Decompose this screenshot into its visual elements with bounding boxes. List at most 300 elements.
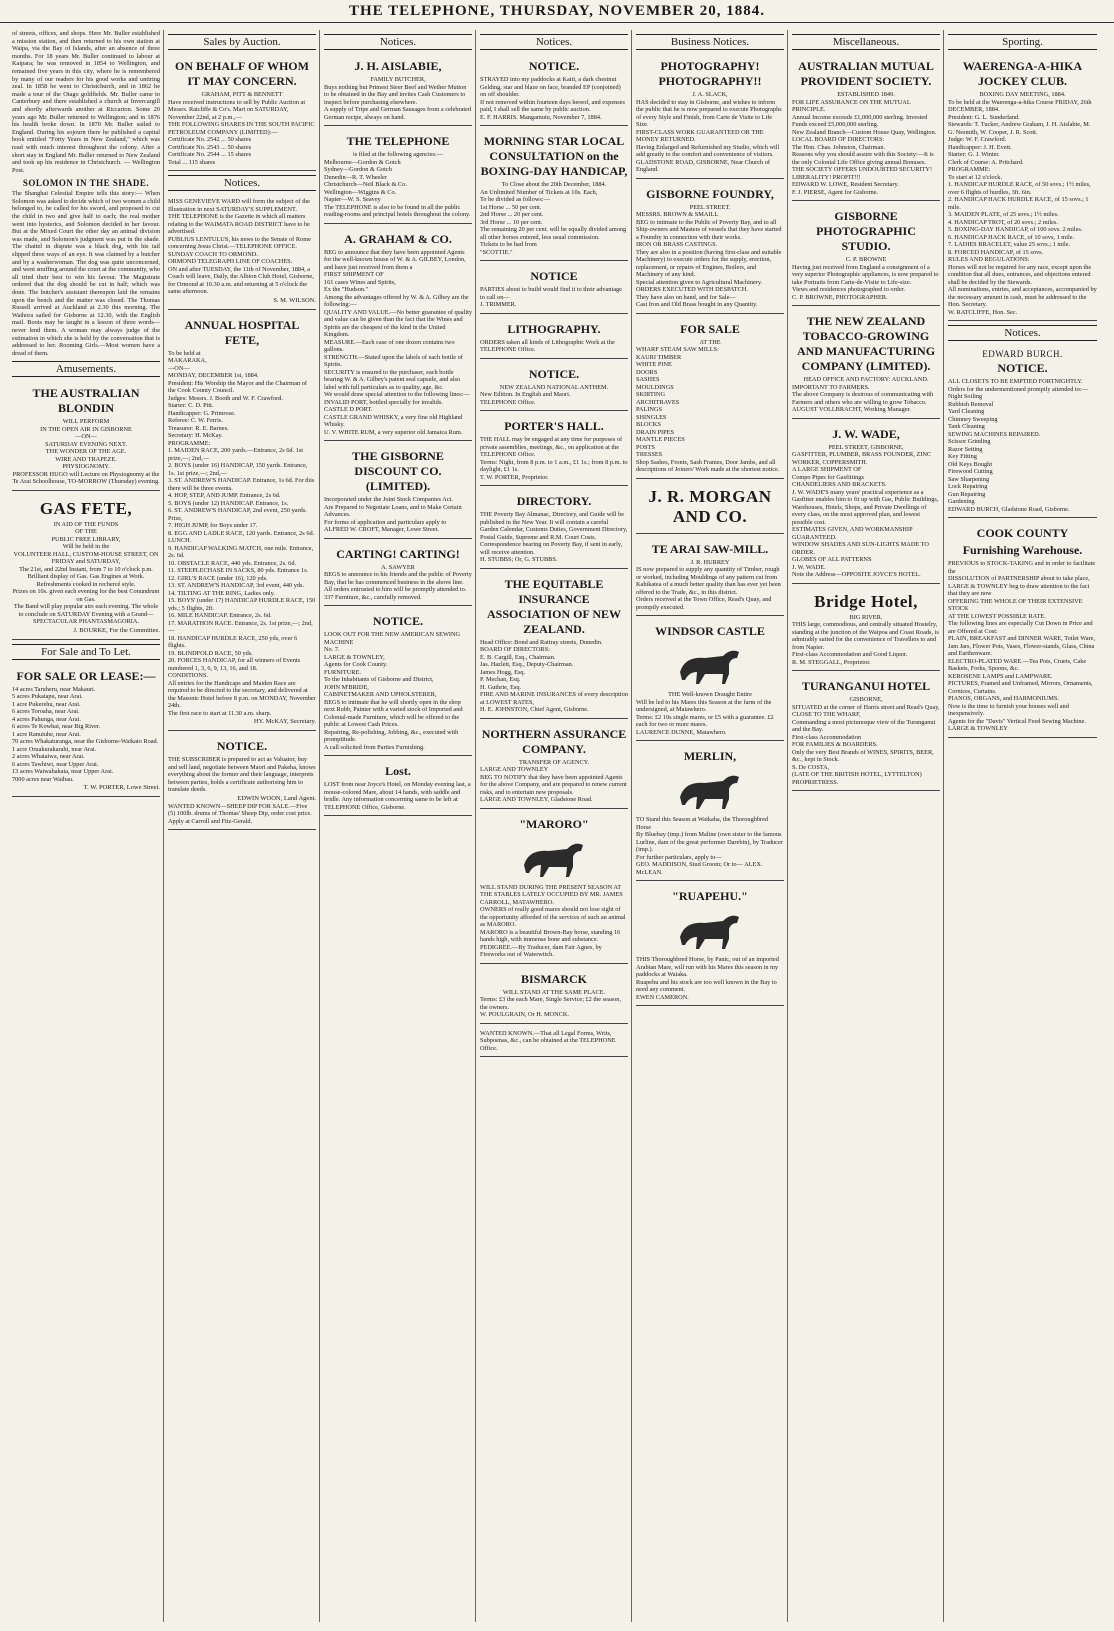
text-line: OWNERS of really good mares should not lose sight of the opportunity afforded of the services of such an animal as MARORO. [480, 906, 626, 928]
ad-title: COOK COUNTY [976, 526, 1069, 540]
hospital-fete-advert [168, 313, 316, 732]
text-line: MARORO is a beautiful Brown-Bay horse, standing 16 hands high, with immense bone and substance. [480, 928, 621, 943]
text-line: Correspondence bearing on Poverty Bay, if sent in early, will receive attention. [480, 541, 623, 556]
text-line: NEW ZEALAND NATIONAL ANTHEM. [499, 383, 609, 391]
text-line: PROGRAMME: [168, 439, 211, 447]
text-line: is filed at the following agencies:— [352, 151, 444, 158]
text-line: OFFERING THE WHOLE OF THEIR EXTENSIVE STOCK [948, 597, 1083, 612]
text-line: ORMOND TELEGRAPH LINE OF COACHES. [168, 258, 293, 265]
text-line: FIRE AND MARINE INSURANCES of every description at LOWEST RATES, [480, 691, 628, 706]
text-line: WILL STAND DURING THE PRESENT SEASON AT THE STABLES LATELY OCCUPIED BY MR. JAMES CARROLL, MATAWHERO. [480, 883, 623, 906]
text-line: Cast Iron and Old Brass bought in any Quantity. [636, 301, 758, 308]
horse-illustration-icon [665, 907, 755, 953]
text-line: BLOCKS [636, 421, 661, 428]
text-line: THE Poverty Bay Almanac, Directory, and Guide will be published in the New Year. It will contain a careful Garden Calendar, Customs Duties, Government Directory, Postal Guide, Supreme and R.M. Court Costs. [480, 511, 628, 541]
text-line: Tank Cleaning [948, 423, 985, 430]
text-line: 6. ST. ANDREW'S HANDICAP, 2nd event, 250 yards. Prize, [168, 507, 307, 522]
text-line: The TELEPHONE is also to be found in all the public reading-rooms and principal hotels throughout the colony. [324, 203, 471, 218]
advertisement [948, 54, 1097, 321]
text-line: 13. ST. ANDREW'S HANDICAP, 3rd event, 440 yds. [168, 582, 305, 589]
text-line: 14 acres Taruheru, near Makauri. [12, 685, 96, 693]
ad-title: ANNUAL HOSPITAL FETE, [184, 317, 300, 347]
advertisement [324, 759, 472, 816]
text-line: 1. HANDICAP HURDLE RACE, of 50 sovs.; 1½ miles, over 6 flights of hurdles, 3ft. 6in. [948, 181, 1091, 196]
text-line: Commanding a most picturesque view of the Turanganui and the Bay. [792, 718, 936, 733]
text-line: Rubbish Removal [948, 400, 994, 408]
text-line: WANTED KNOWN.—That all Legal Forms, Writs, Subpoenas, &c., can be obtained at the TELEPHONE Office. [480, 1029, 616, 1052]
text-line: Firewood Cutting [948, 468, 993, 475]
text-line: The above Company is desirous of communicating with Farmers and others who are willing to grow Tobacco. [792, 391, 934, 406]
ad-title: THE GISBORNE DISCOUNT CO. (LIMITED). [352, 449, 444, 493]
text-line: Ex the "Hudson." [324, 286, 369, 293]
text-line: EWEN CAMERON. [636, 993, 689, 1001]
text-line: EDWARD W. LOWE, Resident Secretary. [792, 181, 899, 188]
text-line: THE FOLLOWING SHARES IN THE SOUTH PACIFIC PETROLEUM COMPANY (LIMITED):— [168, 121, 315, 136]
text-line: STRENGTH.—Stated upon the labels of each bottle of Spirits. [324, 353, 463, 368]
section-heading: Amusements. [12, 361, 160, 377]
ad-title: NOTICE. [216, 739, 268, 753]
text-line: PALINGS [636, 406, 663, 413]
text-line: SUNDAY COACH TO ORMOND. [168, 250, 258, 258]
text-line: First-class Accommodation [792, 733, 862, 741]
text-line: MANTLE PIECES [636, 436, 685, 443]
text-line: (LATE OF THE BRITISH HOTEL, LYTTELTON) PROPRIETRESS. [792, 771, 922, 786]
text-line: Certificate No. 2544 ... 15 shares [168, 151, 252, 158]
text-line: Starter: C. D. Pitt. [168, 402, 214, 409]
advertisement [480, 362, 628, 412]
land-agent-notice [168, 734, 316, 830]
signature: S. M. WILSON. [273, 296, 316, 304]
advertisement [480, 722, 628, 809]
text-line: GASFITTER, PLUMBER, BRASS FOUNDER, ZINC WORKER, COPPERSMITH. [792, 451, 932, 466]
text-line: PUBLIC FREE LIBRARY, [51, 535, 121, 543]
text-line: To Close about the 20th December, 1884. [501, 181, 607, 188]
text-line: WILL PERFORM [62, 418, 110, 426]
text-line: LARGE & TOWNLEY, [324, 653, 385, 661]
text-line: MAKARAKA, [168, 357, 207, 364]
text-line: AT THE [699, 338, 721, 346]
section-heading: Notices. [168, 175, 316, 191]
text-line: 17. MARATHON RACE. Entrance, 2s. 1st prize,—; 2nd,— [168, 619, 313, 634]
column-5 [636, 30, 788, 1622]
text-line: 13 acres Waiwahakata, near Upper Arai. [12, 768, 114, 776]
text-line: To be held at [168, 349, 201, 357]
text-line: Treasurer: R. E. Barnes. [168, 424, 229, 432]
text-line: R. M. STEGGALL, Proprietor. [792, 658, 871, 666]
ad-title: NOTICE. [528, 59, 580, 73]
text-line: Tickets to be had from [480, 241, 537, 248]
ad-title: NOTICE [530, 269, 578, 283]
text-line: Among the advantages offered by W. & A. Gilbey are the following:— [324, 293, 469, 308]
ad-title: "RUAPEHU." [672, 889, 748, 903]
text-line: Saw Sharpening [948, 475, 990, 483]
horse-illustration [492, 835, 616, 881]
ad-title: A. GRAHAM & CO. [344, 231, 452, 246]
text-line: THIS large, commodious, and centrally situated Hostelry, standing at the junction of the Waipoa and Coast Roads, is admirably suited for the convenience of Travellers to and from Napier. [792, 621, 939, 651]
ad-title: GISBORNE PHOTOGRAPHIC STUDIO. [816, 209, 916, 253]
text-line: LOCAL BOARD OF DIRECTORS: [792, 136, 885, 143]
text-line: THE WONDER OF THE AGE. [45, 448, 127, 456]
text-line: A. SAWYER [381, 563, 415, 571]
text-line: 16. MILE HANDICAP. Entrance, 2s. 6d. [168, 612, 272, 619]
text-line: Agents for Cook County. [324, 661, 388, 668]
text-line: Will be held in the [62, 543, 110, 551]
text-line: TO Stand this Season at Waikaha, the Thoroughbred Horse [636, 816, 769, 831]
text-line: Sydney—Gordon & Gotch [324, 166, 392, 173]
text-line: J. W. WADE. [792, 563, 826, 571]
text-line: 9. HANDICAP WALKING MATCH, one mile. Entrance, 2s. 6d. [168, 544, 314, 559]
text-line: Night Soiling [948, 393, 983, 400]
text-line: Certificate No. 2542 ... 50 shares [168, 136, 252, 143]
text-line: 2nd Horse ... 20 per cent. [480, 211, 544, 218]
text-line: 70 acres Whakaturanga, near the Gisborne-Waikato Road. [12, 738, 159, 746]
ad-title: THE EQUITABLE INSURANCE ASSOCIATION OF NEW ZEALAND. [486, 576, 622, 636]
text-line: Judges: Messrs. J. Booth and W. F. Crawford. [168, 394, 283, 402]
text-line: 19. BLINDFOLD RACE, 50 yds. [168, 649, 253, 657]
text-line: The remaining 20 per cent. will be equally divided among all other horses entered, less usual commission. [480, 226, 627, 241]
text-line: 1 acre Oruakurakarahi, near Arai. [12, 745, 97, 753]
advertisement [792, 674, 940, 791]
text-line: Handicapper: J. H. Evett. [948, 143, 1012, 151]
text-line: Terms: £2 10s single mares, or £5 with a guarantee. £2 each for two or more mares. [636, 713, 774, 728]
text-line: LUNCH. [168, 537, 192, 544]
text-line: E. F. HARRIS. Mangamutu, November 7, 1884. [480, 113, 602, 121]
text-line: 3. ST. ANDREW'S HANDICAP. Entrance, 1s 6d. For this there will be three events. [168, 477, 315, 492]
advertisement [324, 129, 472, 224]
text-line: DISSOLUTION of PARTNERSHIP about to take place, [948, 575, 1090, 582]
horse-illustration-icon [665, 642, 755, 688]
advertisement [480, 414, 628, 486]
text-line: GEO. MADDISON, Stud Groom; Or to— ALEX. McLEAN. [636, 861, 763, 876]
text-line: JOHN M'BRIDE, [324, 683, 369, 691]
text-line: SKIRTING [636, 391, 666, 398]
text-line: MEASURE.—Each case of one dozen contains two gallons. [324, 338, 455, 353]
text-line: Clerk of Course: A. Pritchard. [948, 158, 1024, 166]
text-line: S. De COSTA, [792, 763, 830, 771]
text-line: ALL CLOSETS TO BE EMPTIED FORTNIGHTLY. [948, 378, 1083, 385]
advertisement [636, 884, 784, 1006]
text-line: Napier—W. S. Seavey [324, 196, 381, 203]
advertisement [636, 619, 784, 741]
text-line: FRIDAY and SATURDAY, [51, 558, 121, 566]
text-line: 6. HANDICAP HACK RACE, of 10 sovs, 1 mile. [948, 233, 1075, 241]
text-line: 337 Furniture, &c., carefully removed. [324, 593, 422, 601]
advertisement [792, 309, 940, 419]
advertisement [324, 54, 472, 126]
ad-title: BISMARCK [520, 971, 587, 986]
text-line: Agents for the "Davis" Vertical Feed Sewing Machine. [948, 717, 1086, 725]
burch-notice [948, 345, 1097, 518]
column-3 [324, 30, 476, 1622]
text-line: ESTIMATES GIVEN, AND WORKMANSHIP GUARANTEED. [792, 526, 913, 541]
text-line: MOULDINGS [636, 383, 674, 391]
text-line: President: G. L. Sunderland. [948, 113, 1020, 121]
ad-title: WAERENGA-A-HIKA JOCKEY CLUB. [962, 59, 1083, 88]
text-line: CONDITIONS. [168, 672, 209, 679]
text-line: LARGE & TOWNLEY [948, 725, 1008, 732]
horse-illustration-icon [509, 835, 599, 881]
text-line: No. 7. [324, 646, 340, 653]
column-1 [12, 30, 164, 1622]
text-line: For further particulars, apply to— [636, 853, 722, 861]
advertisement [480, 1027, 628, 1058]
advertisement [636, 182, 784, 314]
horse-illustration [648, 767, 772, 813]
text-line: Christchurch—Neil Black & Co. [324, 181, 407, 188]
ad-title: TE ARAI SAW-MILL. [651, 541, 769, 556]
ad-title: DIRECTORY. [516, 494, 592, 508]
ad-title: AUSTRALIAN MUTUAL PROVIDENT SOCIETY. [798, 59, 934, 88]
signature: EDWIN WOON, Land Agent. [237, 794, 316, 802]
text-line: LARGE & TOWNLEY beg to draw attention to the fact that they are now [948, 582, 1090, 597]
text-line: BOARD OF DIRECTORS: [480, 646, 550, 653]
text-line: Ruapehu and his stock are too well known in the Bay to need any comment. [636, 978, 777, 993]
text-line: All nominations, entries, and acceptances, accompanied by the necessary amount in cash, must be addressed to the Hon. Secretary. [948, 286, 1097, 308]
ad-title: J. R. MORGAN AND CO. [648, 486, 772, 526]
text-line: New Edition. In English and Maori. [480, 391, 571, 398]
text-line: WINDOW SHADES AND SUN-LIGHTS MADE TO ORDER. [792, 541, 929, 556]
advertisement [480, 129, 628, 261]
signature: J. BOURKE, For the Committee. [73, 626, 160, 634]
advertisement [324, 609, 472, 756]
text-line: LARGE AND TOWNLEY [480, 766, 549, 773]
text-line: CASTLE GRAND WHISKY, a very fine old Highland Whisky. [324, 413, 463, 428]
ad-title: TURANGANUI HOTEL [801, 679, 931, 693]
ad-title: PHOTOGRAPHY! PHOTOGRAPHY!! [658, 59, 762, 88]
text-line: EDWARD BURCH, Gladstone Road, Gisborne. [948, 505, 1070, 513]
ad-title: NORTHERN ASSURANCE COMPANY. [481, 726, 627, 756]
text-line: 7000 acres near Waihau. [12, 775, 74, 783]
text-line: PLAIN, BREAKFAST and DINNER WARE, Toilet Ware, Jam Jars, Flower Pots, Vases, Flower-stands, Glass, China and Earthenware. [948, 635, 1095, 657]
advertisement [480, 317, 628, 359]
text-line: BEGS to intimate that he will shortly open in the shop next Robb, Painter with a varied stock of Imported and Colonial-made Furniture, which will be offered to the public at Lowest Cash Prices. [324, 698, 463, 728]
text-line: CABINETMAKER AND UPHOLSTERER, [324, 691, 437, 698]
text-line: 1st Horse ... 50 per cent. [480, 203, 542, 211]
text-line: A LARGE SHIPMENT OF [792, 466, 862, 473]
advertisement [324, 542, 472, 607]
text-line: J. R. HURREY [690, 558, 730, 566]
text-line: 11. STEEPLECHASE IN SACKS, 80 yds. Entrance 1s. [168, 567, 309, 574]
text-line: 12. GIRL'S RACE (under 16), 120 yds. [168, 574, 268, 582]
advertisement [636, 482, 784, 534]
text-line: Total ... 115 shares [168, 158, 216, 166]
column-2 [168, 30, 320, 1622]
text-line: RULES AND REGULATIONS: [948, 256, 1030, 263]
text-line: INVALID PORT, bottled specially for invalids. [324, 398, 443, 406]
section-heading: For Sale and To Let. [12, 644, 160, 660]
text-line: 5 acres Pukatapu, near Arai. [12, 693, 83, 701]
text-line: A supply of Tripe and German Sausages from a celebrated German recipe, always on hand. [324, 106, 472, 121]
text-line: U. V. WHITE RUM, a very superior old Jamaica Rum. [324, 428, 463, 436]
text-line: C. P. BROWNE [845, 256, 887, 263]
text-line: MONDAY, DECEMBER 1st, 1884. [168, 372, 259, 379]
text-line: CASTLE D PORT. [324, 406, 373, 413]
text-line: Having just received from England a consignment of a very superior Photographic appliances, is now prepared to take Portraits from Carte-de-Visite to Life-size. [792, 263, 939, 286]
text-line: Orders for the undermentioned promptly attended to:— [948, 385, 1088, 393]
text-line: IN AID OF THE FUNDS [53, 520, 119, 528]
text-line: BIG RIVER. [849, 613, 883, 621]
advertisement [792, 587, 940, 672]
text-line: Razor Setting [948, 445, 983, 453]
text-line: First-class Accommodation and Good Liquor. [792, 651, 908, 658]
advertisement [480, 54, 628, 126]
ad-title: MERLIN, [683, 749, 737, 763]
text-line: W. RATCLIFFE, Hon. Sec. [948, 308, 1018, 316]
text-line: BEG to announce that they have been appointed Agents for the well-known house of W. & A. GILBEY, London, and have just received from them a [324, 248, 466, 271]
text-line: To the Inhabitants of Gisborne and District, [324, 676, 434, 683]
text-line: FIRST SHIPMENT OF [324, 271, 384, 278]
text-line: GLADSTONE ROAD, GISBORNE, Near Church of England. [636, 158, 771, 173]
masthead: THE TELEPHONE, THURSDAY, NOVEMBER 20, 1884. [0, 0, 1114, 23]
text-line: WIRE AND TRAPEZE. [55, 455, 117, 463]
text-line: Judge: W. F. Crawford. [948, 136, 1007, 143]
text-line: Lock Repairing [948, 483, 988, 490]
column-4 [480, 30, 632, 1622]
ad-title: CARTING! CARTING! [336, 546, 460, 561]
ad-title: THE AUSTRALIAN BLONDIN [32, 386, 140, 416]
text-line: PEEL STREET. [689, 203, 731, 211]
text-line: IN THE OPEN AIR IN GISBORNE [40, 425, 132, 433]
text-line: Gardening [948, 498, 975, 505]
column-7 [948, 30, 1100, 1622]
text-line: Shop Sashes, Fronts, Sash Frames, Door Jambs, and all descriptions of Joiners' Work made at the shortest notice. [636, 458, 780, 473]
text-line: ALFRED W. CROFT, Manager, Lowe Street. [324, 526, 439, 533]
columns [12, 30, 1106, 1622]
text-line: The Band will play popular airs each evening. The whole to conclude on SATURDAY Evening with a Grand— [13, 603, 159, 618]
advertisement [324, 227, 472, 442]
section-heading: Notices. [948, 325, 1097, 341]
text-line: James Hogg, Esq. [480, 668, 526, 676]
advertisement [480, 967, 628, 1024]
advertisement [636, 744, 784, 881]
text-line: C. P. BROWNE, PHOTOGRAPHER. [792, 293, 888, 301]
text-line: DOORS [636, 368, 658, 376]
section-heading: Business Notices. [636, 34, 784, 50]
column-6 [792, 30, 944, 1622]
text-line: CHANDELIERS AND BRACKETS. [792, 481, 887, 488]
text-line: 7. HIGH JUMP, for Boys under 17. [168, 522, 258, 529]
text-line: MESSRS. BROWN & SMAILL [636, 211, 719, 218]
text-line: By Bluebay (imp.) from Maline (own sister to the famous Lurline, dam of the great performer Darebin), by Traducer (imp.). [636, 831, 783, 853]
text-line: SECURITY is ensured to the purchaser, each bottle bearing W. & A. Gilbey's patent seal capsule, and also label with full particulars as to quality, age, &c. [324, 368, 461, 391]
article [12, 178, 160, 357]
text-line: 1 acre Pukerehu, near Arai. [12, 700, 81, 708]
text-line: SEWING MACHINES REPAIRED. [948, 430, 1041, 438]
text-line: SHINGLES [636, 413, 667, 421]
text-line: 7. LADIES BRACELET, value 25 sovs.; 1 mile. [948, 241, 1071, 248]
text-line: E. B. Cargill, Esq., Chairman. [480, 653, 556, 661]
text-line: KEROSENE LAMPS and LAMPWARE. [948, 672, 1053, 680]
text-line: ELECTRO-PLATED WARE.—Tea Pots, Cruets, Cake Baskets, Forks, Spoons, &c. [948, 657, 1087, 672]
text-line: All orders entrusted to him will be promptly attended to. [324, 586, 467, 593]
text-line: "SCOTTIE." [480, 248, 513, 256]
text-line: Brilliant display of Gas. Gas Engines at Work. Refreshments cooked in rechercé style. [27, 573, 145, 588]
text-line: AT THE LOWEST POSSIBLE RATE. [948, 612, 1046, 620]
ad-title: NOTICE. [372, 614, 424, 628]
text-line: The first race to start at 11.30 a.m. sharp. [168, 709, 272, 717]
text-line: 5. BOXING-DAY HANDICAP, of 100 sovs. 2 miles. [948, 226, 1083, 233]
text-line: PIANOS, ORGANS, and HARMONIUMS. [948, 695, 1059, 702]
text-line: J. W. WADE'S many years' practical experience as a Gasfitter enables him to fit up with Gas, Public Buildings, Warehouses, Hotels, Shops, and Private Dwellings of every class, on the most approved plan, and lowest possible cost. [792, 488, 939, 526]
ad-title: Lost. [385, 764, 411, 778]
text-line: PROFESSOR HUGO will Lecture on Physiognomy at the Te Arai Schoolhouse, TO-MORROW (Thursday) evening. [12, 470, 160, 486]
text-line: Annual Income exceeds £1,000,000 sterling. Invested Funds exceed £5,000,000 sterling. [792, 113, 928, 128]
text-line: THE HALL may be engaged at any time for purposes of private assemblies, meetings, &c., on application at the TELEPHONE Office. [480, 436, 623, 458]
section-heading: Sales by Auction. [168, 34, 316, 50]
ad-title: NOTICE. [528, 366, 580, 381]
text-line: 20. FORCES HANDICAP, for all winners of Events numbered 1, 3, 6, 9, 13, 16, and 18. [168, 657, 301, 672]
text-line: TELEPHONE Office. [480, 398, 536, 406]
text-line: A call solicited from Parties Furnishing. [324, 743, 425, 751]
text-line: President: His Worship the Mayor and the Chairman of the Cook County Council. [168, 379, 307, 394]
text-line: Key Fitting [948, 453, 977, 460]
text-line: Head Office: Bond and Rattray streets, Dunedin. [480, 638, 603, 646]
text-line: PHYSIOGNOMY. [62, 463, 110, 471]
text-line: Will be led to his Mares this Season at the farm of the undersigned, at Matawhero. [636, 698, 772, 713]
text-line: THE SUBSCRIBER is prepared to act as Valuator, buy and sell land, negotiate between Maori and Pakeha, knows everything about the former and their language, interprets between parties, holds a certificate authorising him to translate deeds. [168, 756, 316, 793]
advertisement [480, 489, 628, 569]
section-heading: Sporting. [948, 34, 1097, 50]
text-line: Certificate No. 2543 ... 50 shares [168, 143, 252, 151]
ad-title: THE TELEPHONE [346, 134, 450, 148]
text-line: Secretary: H. McKay. [168, 432, 223, 439]
text-line: Note the Address—OPPOSITE JOYCE'S HOTEL. [792, 571, 921, 578]
advertisement [480, 812, 628, 964]
text-line: WANTED KNOWN—SHEEP DIP FOR SALE.—Five (5) 100lb. drums of Thomas' Sheep Dip, order cost price. Apply at Carroll and Fitz-Gerald. [168, 802, 312, 825]
text-line: New Zealand Branch—Custom House Quay, Wellington. [792, 128, 937, 136]
text-line: F. J. PIERSE, Agent for Gisborne. [792, 188, 879, 196]
ad-subtitle: EDWARD BURCH. [982, 349, 1063, 359]
ad-title: GISBORNE FOUNDRY, [646, 186, 774, 201]
cook-county-advert [948, 521, 1097, 738]
advertisement [636, 317, 784, 479]
section-heading: Miscellaneous. [792, 34, 940, 50]
text-line: The following lines are especially Cut Down in Price and are Offered at Cost: [948, 620, 1093, 635]
ad-title: SOLOMON IN THE SHADE. [22, 178, 150, 189]
text-line: IMPORTANT TO FARMERS. [792, 383, 870, 391]
horse-illustration [648, 642, 772, 688]
text-line: Horses will not be required for any race, except upon the condition that all dues, entrances, and objections entered shall be decided by the Stewards. [948, 263, 1092, 286]
text-line: THE Well-known Draught Entire [668, 691, 752, 698]
text-line: THE TELEPHONE is the Gazette in which all matters relating to the WAIMATA ROAD DISTRICT have to be advertised. [168, 213, 310, 235]
text-line: They have also on hand, and for Sale— [636, 293, 736, 301]
text-line: 161 cases Wines and Spirits, [324, 278, 396, 286]
signature: HY. McKAY, Secretary. [253, 718, 316, 725]
text-line: PEEL STREET, GISBORNE, [828, 443, 904, 451]
text-line: 18. HANDICAP HURDLE RACE, 250 yds, over 6 flights. [168, 634, 298, 649]
ad-title: FOR SALE [680, 321, 740, 336]
text-line: PARTIES about to build would find it to their advantage to call on— [480, 286, 622, 301]
text-line: Buys nothing but Primest Steer Beef and Wether Mutton to be obtained in the Bay and invites Cash Customers to inspect before purchasing elsewhere. [324, 83, 467, 106]
text-line: HAS decided to stay in Gisborne, and wishes to inform the public that he is now prepared to execute Photographs of every Style and Finish, from Carte de Visite to Life Size. [636, 98, 782, 128]
text-line: Compo Pipes for Gasfittings [792, 473, 864, 481]
text-line: PREVIOUS to STOCK-TAKING and in order to facilitate the [948, 560, 1096, 575]
text-line: 1 acre Ranuiuhe, near Arai. [12, 730, 81, 738]
text-line: 8. FORCED HANDICAP, of 15 sovs. [948, 248, 1044, 256]
text-line: ESTABLISHED 1849. [837, 91, 895, 98]
text-line: Orders received at the Town Office, Read's Quay, and promptly executed. [636, 596, 772, 611]
advertisement [480, 264, 628, 314]
text-line: KAURI TIMBER [636, 353, 682, 361]
text-line: J. A. SLACK, [692, 91, 728, 98]
ad-title: MORNING STAR LOCAL CONSULTATION on the BOXING-DAY HANDICAP, [480, 134, 628, 178]
text-line: LAURENCE DUNNE, Matawhero. [636, 728, 727, 736]
text-line: J. TRIMMER. [480, 301, 517, 308]
text-line: Old Keys Bought [948, 460, 993, 468]
text-line: Dunedin—R. T. Wheeler [324, 173, 387, 181]
text-line: If not removed within fourteen days hereof, and expenses paid, I shall sell the same by public auction. [480, 98, 625, 113]
text-line: Scissor Grinding [948, 438, 991, 445]
